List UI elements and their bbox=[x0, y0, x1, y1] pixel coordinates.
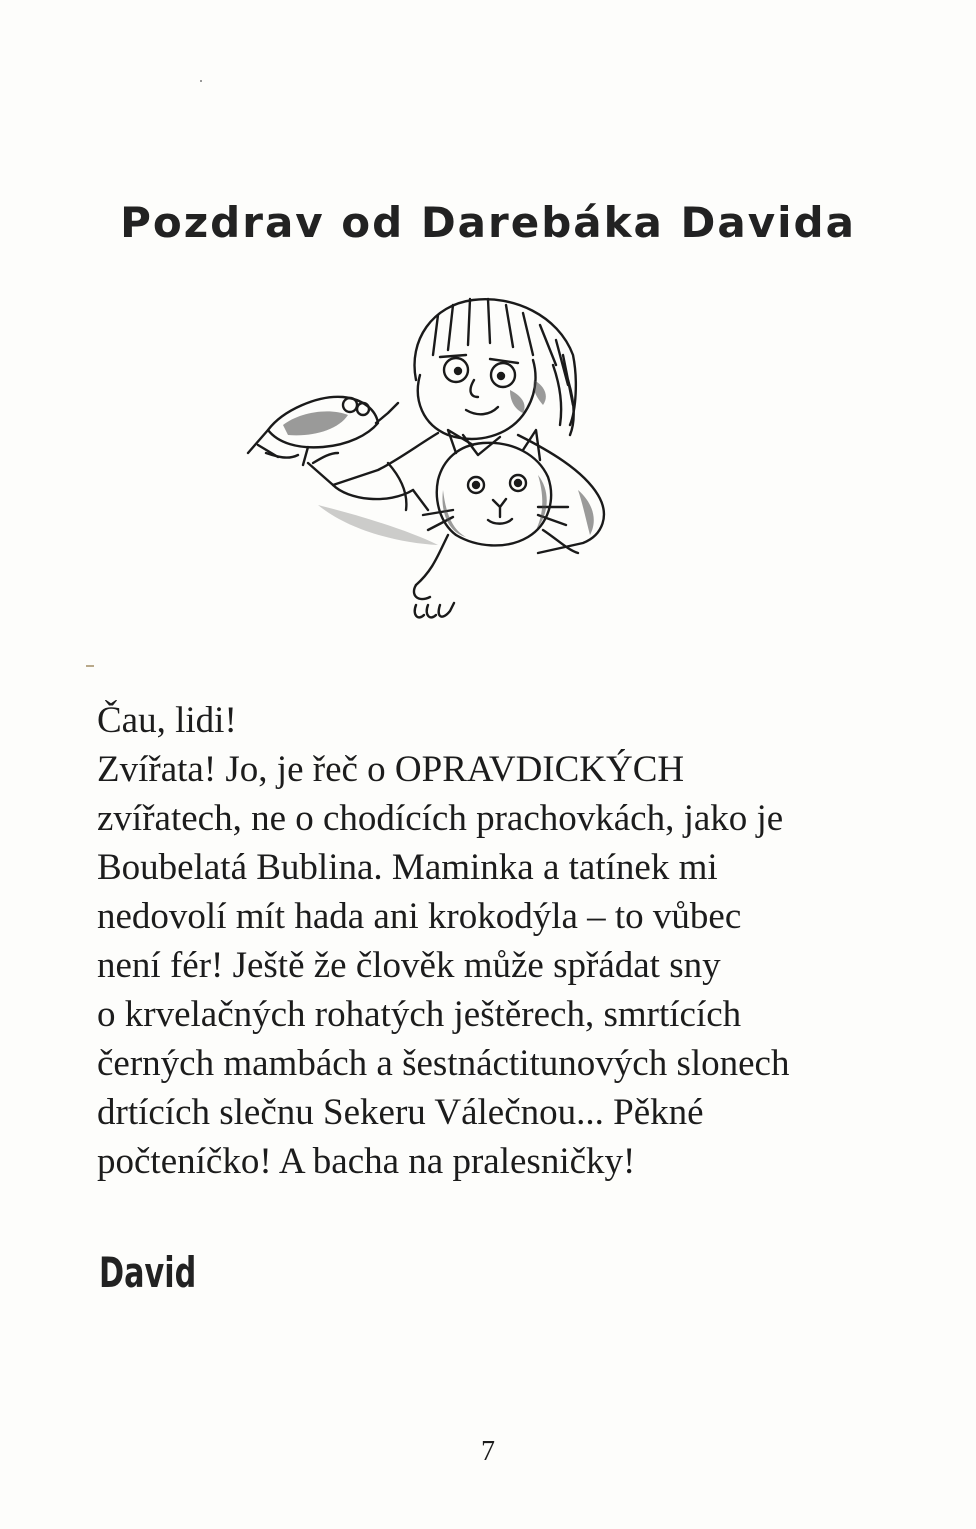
frog-eye-2 bbox=[357, 403, 369, 415]
left-pupil bbox=[455, 368, 461, 374]
letter-line: zvířatech, ne o chodících prachovkách, jako je bbox=[97, 798, 784, 839]
hand bbox=[266, 453, 338, 463]
boy-with-frog-and-cat-illustration bbox=[238, 285, 638, 625]
cat-pupil-right bbox=[515, 480, 521, 486]
letter-line: Boubelatá Bublina. Maminka a tatínek mi bbox=[97, 847, 718, 888]
cat-body bbox=[416, 530, 578, 585]
letter-line: nedovolí mít hada ani krokodýla – to vůbec bbox=[97, 896, 742, 937]
mouth bbox=[466, 407, 498, 414]
frog-shade bbox=[283, 411, 348, 435]
signature: David bbox=[99, 1248, 197, 1297]
cat-pupil-left bbox=[473, 482, 479, 488]
letter-line: není fér! Ještě že člověk může spřádat sny bbox=[97, 945, 721, 986]
artist-signature bbox=[415, 603, 454, 617]
cat-paw bbox=[414, 585, 430, 599]
cheek-shade bbox=[510, 390, 525, 413]
page-number: 7 bbox=[481, 1436, 495, 1467]
hair-shade bbox=[533, 380, 545, 405]
right-pupil bbox=[498, 373, 504, 379]
letter-line: počteníčko! A bacha na pralesničky! bbox=[97, 1141, 636, 1182]
letter-line: černých mambách a šestnáctitunových slonech bbox=[97, 1043, 790, 1084]
shirt-shade bbox=[578, 490, 594, 535]
paper-speck bbox=[200, 80, 202, 82]
sleeve bbox=[388, 463, 428, 510]
paper-speck bbox=[86, 665, 94, 667]
arm bbox=[308, 463, 413, 499]
shirt-outline bbox=[333, 433, 604, 553]
letter-body bbox=[97, 696, 857, 1186]
letter-line: o krvelačných rohatých ještěrech, smrtících bbox=[97, 994, 742, 1035]
cat-nose-mouth bbox=[488, 499, 512, 524]
letter-line: Čau, lidi! bbox=[97, 700, 237, 741]
hair-strands bbox=[433, 299, 573, 405]
cat-shade-left bbox=[442, 490, 466, 537]
cat-shade-right bbox=[536, 475, 547, 530]
frog-eye bbox=[343, 398, 357, 412]
chapter-title: Pozdrav od Darebáka Davida bbox=[120, 198, 856, 247]
letter-line: Zvířata! Jo, je řeč o OPRAVDICKÝCH bbox=[97, 749, 685, 790]
nose bbox=[471, 380, 478, 397]
shadow-ground bbox=[318, 505, 438, 545]
letter-line: drtících slečnu Sekeru Válečnou... Pěkné bbox=[97, 1092, 704, 1133]
